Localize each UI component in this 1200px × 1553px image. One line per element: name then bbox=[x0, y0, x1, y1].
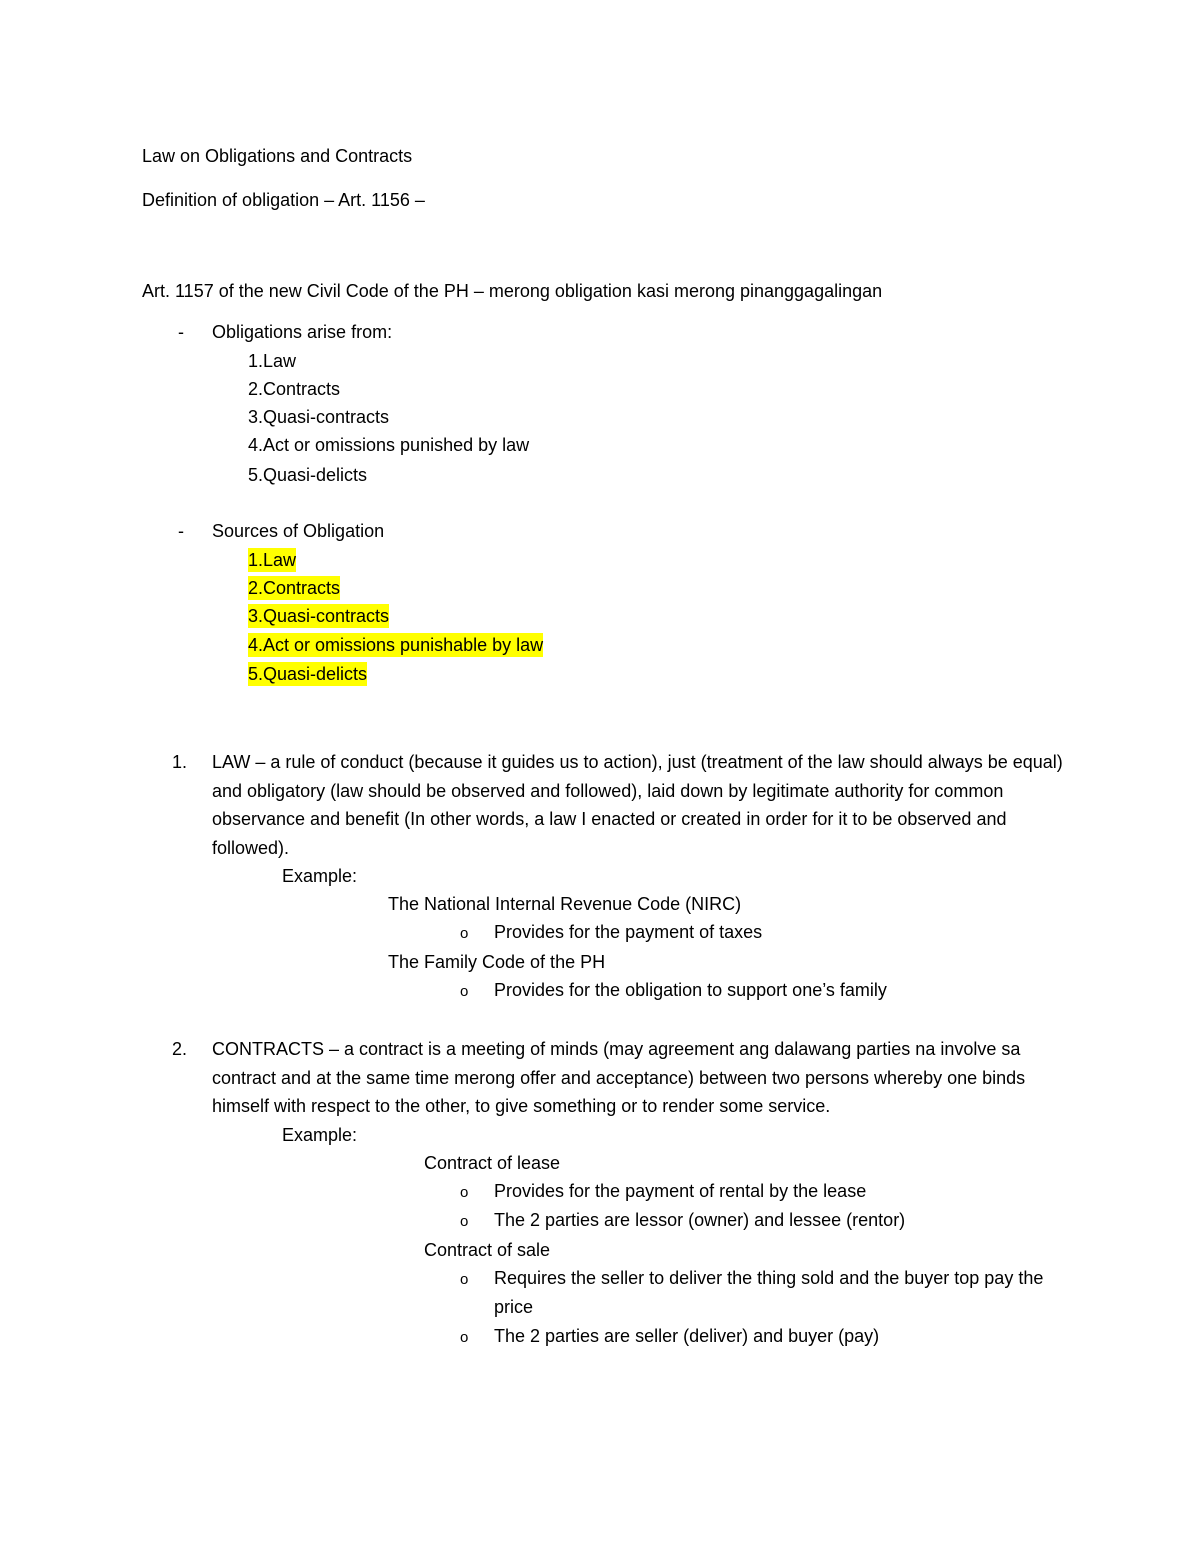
section-number: 2. bbox=[172, 1039, 188, 1059]
dash-marker: - bbox=[178, 322, 184, 342]
bullet-marker: o bbox=[460, 1213, 469, 1230]
example-label: Example: bbox=[282, 866, 358, 886]
list-item: 5.Quasi-delicts bbox=[248, 465, 368, 485]
highlighted-list-item: 2.Contracts bbox=[248, 578, 341, 598]
highlighted-list-item: 3.Quasi-contracts bbox=[248, 606, 390, 626]
law-definition: LAW – a rule of conduct (because it guides us to action), just (treatment of the law should always be equal) and obligatory (law should be observed and followed), laid down by legitimate authority for common observance and benefit (In other words, a law I enacted or created in order for it to be observed and followed). bbox=[212, 752, 1063, 858]
bullet-marker: o bbox=[460, 983, 469, 1000]
example-bullet: Provides for the payment of rental by the lease bbox=[494, 1181, 867, 1201]
example-title: Contract of sale bbox=[424, 1240, 551, 1260]
section-number: 1. bbox=[172, 752, 188, 772]
example-title: Contract of lease bbox=[424, 1153, 561, 1173]
bullet-marker: o bbox=[460, 925, 469, 942]
example-label: Example: bbox=[282, 1125, 358, 1145]
art-1157-line: Art. 1157 of the new Civil Code of the PH – merong obligation kasi merong pinanggagalingan bbox=[142, 281, 883, 301]
highlighted-list-item: 4.Act or omissions punishable by law bbox=[248, 635, 544, 655]
example-title: The National Internal Revenue Code (NIRC) bbox=[388, 894, 742, 914]
example-bullet: Requires the seller to deliver the thing sold and the buyer top pay the price bbox=[494, 1268, 1044, 1317]
document-title: Law on Obligations and Contracts bbox=[142, 146, 413, 166]
dash-marker: - bbox=[178, 521, 184, 541]
example-title: The Family Code of the PH bbox=[388, 952, 606, 972]
list-item: 3.Quasi-contracts bbox=[248, 407, 390, 427]
sources-heading: Sources of Obligation bbox=[212, 521, 385, 541]
list-item: 4.Act or omissions punished by law bbox=[248, 435, 530, 455]
example-bullet: Provides for the payment of taxes bbox=[494, 922, 763, 942]
definition-line: Definition of obligation – Art. 1156 – bbox=[142, 190, 425, 210]
highlighted-list-item: 1.Law bbox=[248, 550, 297, 570]
highlighted-list-item: 5.Quasi-delicts bbox=[248, 664, 368, 684]
arise-heading: Obligations arise from: bbox=[212, 322, 393, 342]
bullet-marker: o bbox=[460, 1184, 469, 1201]
bullet-marker: o bbox=[460, 1271, 469, 1288]
bullet-marker: o bbox=[460, 1329, 469, 1346]
list-item: 2.Contracts bbox=[248, 379, 341, 399]
contracts-definition: CONTRACTS – a contract is a meeting of minds (may agreement ang dalawang parties na involve sa contract and at the same time merong offer and acceptance) between two persons whereby one binds himself with respect to the other, to give something or to render some service. bbox=[212, 1039, 1026, 1116]
example-bullet: Provides for the obligation to support one’s family bbox=[494, 980, 887, 1000]
list-item: 1.Law bbox=[248, 351, 297, 371]
example-bullet: The 2 parties are lessor (owner) and lessee (rentor) bbox=[494, 1210, 906, 1230]
example-bullet: The 2 parties are seller (deliver) and buyer (pay) bbox=[494, 1326, 880, 1346]
